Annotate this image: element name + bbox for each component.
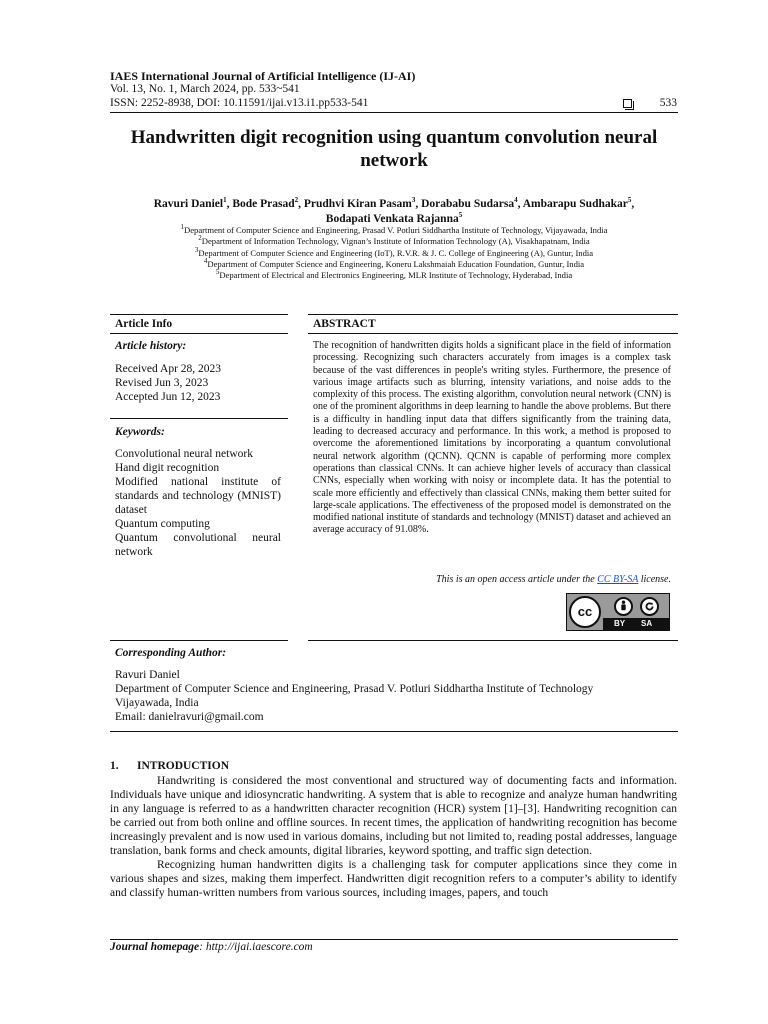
article-info-top-rule — [110, 314, 288, 315]
article-info-rule — [110, 333, 288, 334]
header-divider — [110, 112, 678, 113]
author-list: Ravuri Daniel$^1$, Bode Prasad$^2$, Prudhvi Kiran Pasam$^3$, Dorababu Sudarsa$^4$, Ambarapu Sudhakar$^5$, Bodapati Venkata Rajanna$^5$ — [153, 196, 635, 225]
keyword: Modified national institute of standards and technology (MNIST) dataset — [115, 476, 281, 516]
introduction-body — [110, 774, 677, 900]
affiliation: $^3$Department of Computer Science and Engineering (IoT), R.V.R. & J. C. College of Engineering (A), Guntur, India — [194, 245, 594, 258]
badge-strip — [603, 618, 669, 630]
homepage-label: Journal homepage — [110, 941, 200, 953]
journal-name: IAES International Journal of Artificial Intelligence (IJ-AI) — [110, 69, 416, 83]
affiliation: $^1$Department of Computer Science and Engineering, Prasad V. Potluri Siddhartha Institute of Technology, Vijayawada, India — [180, 223, 608, 235]
abstract-rule — [308, 333, 678, 334]
open-access-note: This is an open access article under the CC BY-SA license. — [436, 574, 671, 585]
keywords-rule — [110, 418, 288, 419]
author-name: Dorababu Sudarsa — [421, 198, 515, 210]
affiliation-list — [110, 225, 678, 281]
keyword-list — [115, 447, 281, 559]
author-name: Prudhvi Kiran Pasam — [303, 198, 412, 210]
by-person-icon — [614, 597, 633, 616]
author-name: Bode Prasad — [232, 198, 295, 210]
badge-sa-label: SA — [641, 619, 653, 628]
cc-by-sa-link[interactable]: CC BY-SA — [597, 574, 639, 585]
article-history — [115, 362, 285, 404]
affiliation: $^4$Department of Computer Science and Engineering, Koneru Lakshmaiah Education Foundation, Guntur, India — [203, 257, 585, 269]
corresponding-author — [115, 668, 685, 724]
keyword: Convolutional neural network — [115, 448, 253, 460]
article-info-heading: Article Info — [115, 318, 173, 330]
cc-by-sa-badge[interactable] — [566, 593, 670, 631]
footer-divider — [110, 939, 678, 940]
cc-icon: cc — [569, 596, 601, 628]
badge-by-label: BY — [614, 619, 626, 628]
received-date: Received Apr 28, 2023 — [115, 363, 222, 375]
keyword: Quantum computing — [115, 518, 210, 530]
sa-share-alike-icon — [640, 597, 659, 616]
journal-volume: Vol. 13, No. 1, March 2024, pp. 533~541 — [110, 83, 300, 95]
affiliation: $^2$Department of Information Technology, Vignan’s Institute of Information Technology (A), Visakhapatnam, India — [198, 234, 590, 247]
keyword: Quantum convolutional neural network — [115, 532, 281, 558]
author-name: Bodapati Venkata Rajanna — [325, 213, 459, 225]
paragraph: Handwriting is considered the most conventional and structured way of documenting facts and information. Individuals have unique and idiosyncratic handwriting. A system that is able to recognize and analyze human handwriting in any language is referred to as a handwritten character recognition (HCR) system [1]–[3]. Handwriting recognition can be carried out from both online and offline sources. In recent times, the application of handwriting recognition has become increasingly prevalent and is now used in various domains, including but not limited to, reading postal addresses, language translation, bank forms and check amounts, digital libraries, keyword spotting, and traffic sign detection. — [110, 775, 677, 857]
corresponding-email: Email: danielravuri@gmail.com — [115, 711, 264, 723]
section-heading-introduction: 1. INTRODUCTION — [110, 760, 230, 772]
article-history-label: Article history: — [115, 340, 187, 352]
corresponding-name: Ravuri Daniel — [115, 669, 180, 681]
accepted-date: Accepted Jun 12, 2023 — [115, 391, 221, 403]
corresponding-dept: Department of Computer Science and Engineering, Prasad V. Potluri Siddhartha Institute of Technology — [115, 683, 594, 695]
homepage-url[interactable]: : http://ijai.iaescore.com — [199, 941, 313, 953]
abstract-heading: ABSTRACT — [313, 318, 376, 330]
corresponding-city: Vijayawada, India — [115, 697, 199, 709]
abstract-text: The recognition of handwritten digits holds a significant place in the field of information processing. Recognizing such characters accurately from images is a complex task because of the vast differences in people's writing styles. Furthermore, the presence of various image artifacts such as blurring, intensity variations, and noise adds to the complexity of this process. The existing algorithm, convolution neural network (CNN) is one of the prominent algorithms in deep learning to handle the above problems. But there is a difficulty in handling input data that differs significantly from the training data, leading to decreased accuracy and performance. In this work, a method is proposed to overcome the aforementioned limitations by incorporating a quantum convolutional neural network algorithm (QCNN). QCNN is capable of performing more complex operations than classical CNNs. It can achieve higher levels of accuracy than classical CNNs, especially when working with noisy or incomplete data. It has the potential to scale more efficiently and effectively than classical CNNs, making them better suited for large-scale applications. The effectiveness of the proposed model is demonstrated on the modified national institute of standards and technology (MNIST) dataset and achieved an average accuracy of 91.08%. — [313, 340, 671, 536]
abstract-top-rule — [308, 314, 678, 315]
abstract-bottom-rule — [308, 640, 678, 641]
journal-homepage — [110, 941, 313, 953]
keywords-label: Keywords: — [115, 426, 165, 438]
affiliation: $^5$Department of Electrical and Electronics Engineering, MLR Institute of Technology, Hyderabad, India — [215, 268, 573, 281]
keyword: Hand digit recognition — [115, 462, 220, 474]
paper-title: Handwritten digit recognition using quantum convolution neural network — [130, 127, 658, 171]
journal-issn-doi: ISSN: 2252-8938, DOI: 10.11591/ijai.v13.i1.pp533-541 — [110, 97, 369, 109]
author-name: Ravuri Daniel — [153, 198, 224, 210]
author-name: Ambarapu Sudhakar — [522, 198, 628, 210]
revised-date: Revised Jun 3, 2023 — [115, 377, 209, 389]
paragraph: Recognizing human handwritten digits is a challenging task for computer applications since they come in various shapes and sizes, making them imperfect. Handwritten digit recognition refers to a computer’s ability to identify and classify human-written numbers from various sources, including images, papers, and touch — [110, 859, 677, 899]
page-number: 533 — [659, 97, 677, 109]
corresponding-bottom-rule — [110, 731, 678, 732]
corresponding-author-label: Corresponding Author: — [115, 647, 227, 659]
article-info-bottom-rule — [110, 640, 288, 641]
page-box-icon — [623, 99, 632, 108]
